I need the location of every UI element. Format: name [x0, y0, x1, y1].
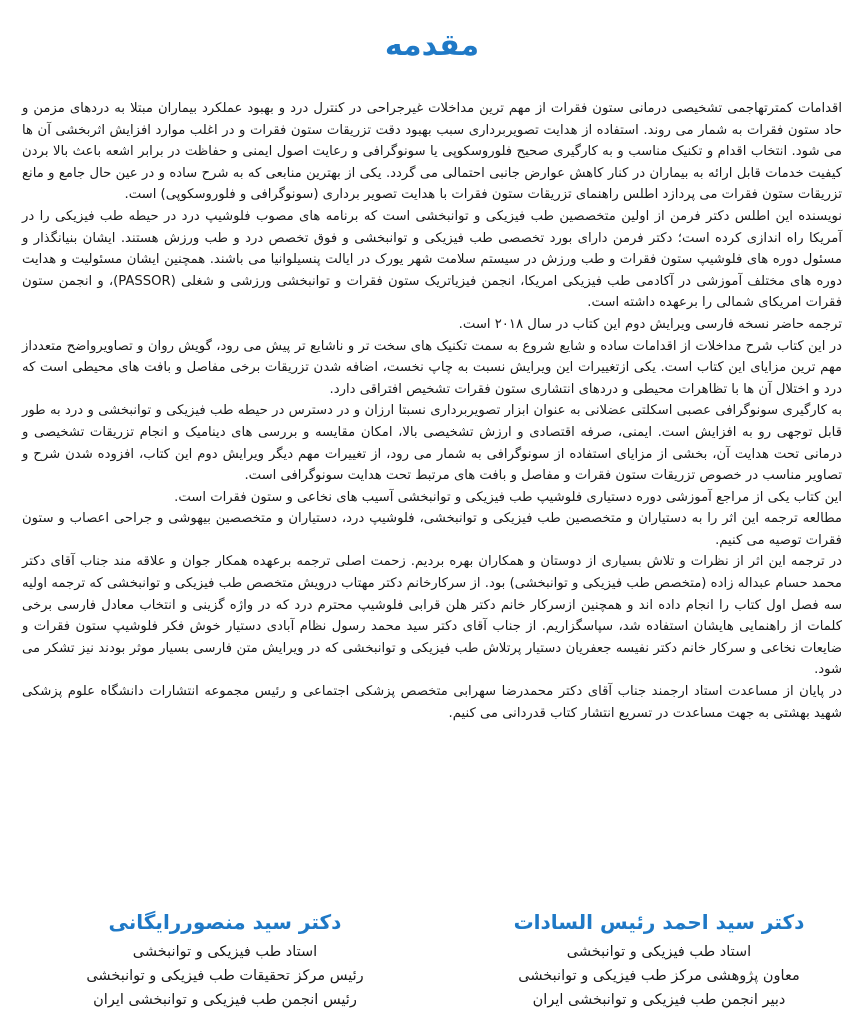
paragraph: در پایان از مساعدت استاد ارجمند جناب آقای دکتر محمدرضا سهرابی متخصص پزشکی اجتماعی و رئیس مجموعه انتشارات دانشگاه علوم پزشکی شهید بهشتی به جهت مساعدت در تسریع انتشار کتاب قدردانی می کنیم. — [22, 684, 842, 721]
paragraph: این کتاب یکی از مراجع آموزشی دوره دستیاری فلوشیپ طب فیزیکی و توانبخشی آسیب های نخاعی و ستون فقرات است. — [174, 489, 842, 505]
paragraph: اقدامات کمترتهاجمی تشخیصی درمانی ستون فقرات از مهم ترین مداخلات غیرجراحی در کنترل درد و بهبود عملکرد بیماران مبتلا به دردهای مزمن و حاد ستون فقرات به شمار می روند. استفاده از هدایت تصویربرداری سبب بهبود دقت تزریقات ستون فقرات و در اغلب موارد افزایش اثربخشی آن ها می شود. انتخاب اقدام و تکنیک مناسب و به کارگیری صحیح فلوروسکوپی یا سونوگرافی و رعایت اصول ایمنی و حفاظت در برابر اشعه باعث بالا بردن کیفیت خدمات قابل ارائه به بیماران در کنار کاهش عوارض جانبی احتمالی می گردد. یکی از بهترین منابعی که به شرح ساده و در عین حال جامع و مانع تزریقات ستون فقرات می پردازد اطلس راهنمای تزریقات ستون فقرات با هدایت تصویر برداری (سونوگرافی و فلوروسکوپی) است. — [22, 101, 842, 203]
paragraph: به کارگیری سونوگرافی عصبی اسکلتی عضلانی به عنوان ابزار تصویربرداری نسبتا ارزان و در دسترس در حیطه طب فیزیکی و توانبخشی و درد به طور قابل توجهی رو به افزایش است. ایمنی، صرفه اقتصادی و ارزش تشخیصی بالا، امکان مقایسه و بررسی های دینامیک و انجام تزریقات تشخیصی و درمانی تحت هدایت آن، بخشی از مزایای استفاده از سونوگرافی به شمار می رود، از تغییرات مهم دیگر ویرایش دوم این کتاب، افزوده شدن شرح و تصاویر مناسب در خصوص تزریقات ستون فقرات و مفاصل و بافت های مرتبط تحت هدایت سونوگرافی است. — [22, 403, 842, 484]
paragraph: مطالعه ترجمه این اثر را به دستیاران و متخصصین طب فیزیکی و توانبخشی، فلوشیپ درد، دستیاران و متخصصین بیهوشی و جراحی اعصاب و ستون فقرات توصیه می کنیم. — [22, 511, 842, 548]
signature-title: استاد طب فیزیکی و توانبخشی — [566, 944, 752, 960]
preface-body — [22, 98, 842, 724]
signature-title: معاون پژوهشی مرکز طب فیزیکی و توانبخشی — [518, 968, 800, 984]
signature-name: دکتر سید منصوررایگانی — [108, 910, 342, 934]
page-title: مقدمه — [384, 28, 480, 63]
signature-title: رئیس مرکز تحقیقات طب فیزیکی و توانبخشی — [86, 968, 364, 984]
signature-title: رئیس انجمن طب فیزیکی و توانبخشی ایران — [93, 992, 357, 1008]
signature-name: دکتر سید احمد رئیس السادات — [513, 910, 805, 934]
paragraph: در این کتاب شرح مداخلات از اقدامات ساده و شایع شروع به سمت تکنیک های سخت تر و ناشایع تر پیش می رود، گویش روان و تصاویرواضح متعدداز مهم ترین مزایای این کتاب است. یکی ازتغییرات این ویرایش نسبت به چاپ نخست، اضافه شدن تزریقات برخی مفاصل و بافت های محیطی است که درد و اختلال آن ها با تظاهرات محیطی و دردهای انتشاری ستون فقرات تشخیص افتراقی دارد. — [22, 338, 842, 397]
paragraph: در ترجمه این اثر از نظرات و تلاش بسیاری از دوستان و همکاران بهره بردیم. زحمت اصلی ترجمه برعهده همکار جوان و علاقه مند جناب آقای دکتر محمد حسام عبداله زاده (متخصص طب فیزیکی و توانبخشی) بود. از سرکارخانم دکتر مهتاب درویش متخصص طب فیزیکی و توانبخشی که ترجمه اولیه سه فصل اول کتاب را انجام داده اند و همچنین ازسرکار خانم دکتر هلن قرابی فلوشیپ محترم درد که در واژه گزینی و انتخاب معادل فارسی برخی کلمات از راهنمایی هایشان استفاده شد، سپاسگزاریم. از جناب آقای دکتر سید محمد رسول نظام آبادی دستیار خوش فکر فلوشیپ ستون فقرات و ضایعات نخاعی و سرکار خانم دکتر نفیسه جعفریان دستیار پرتلاش طب فیزیکی و توانبخشی که در ویرایش متن فارسی بسیار موثر بودند نیز تشکر می شود. — [22, 554, 842, 678]
paragraph: نویسنده این اطلس دکتر فرمن از اولین متخصصین طب فیزیکی و توانبخشی است که برنامه های مصوب فلوشیپ درد در حیطه طب فیزیکی را در آمریکا راه اندازی کرده است؛ دکتر فرمن دارای بورد تخصصی طب فیزیکی و توانبخشی و فوق تخصص درد و طب ورزش هستند. ایشان بنیانگذار و مسئول دوره های فلوشیپ ستون فقرات و طب ورزش در سیستم سلامت شهر یورک در ایالت پنسیلوانیا می باشند. همچنین ایشان مسئولیت و هدایت دوره های مختلف آموزشی در آکادمی طب فیزیکی امریکا، انجمن فیزیاتریک ستون فقرات و توانبخشی ورزشی و شغلی (PASSOR)، و انجمن ستون فقرات امریکای شمالی را برعهده داشته است. — [22, 208, 842, 311]
signature-right — [494, 908, 824, 1012]
signature-title: استاد طب فیزیکی و توانبخشی — [132, 944, 318, 960]
paragraph: ترجمه حاضر نسخه فارسی ویرایش دوم این کتاب در سال ۲۰۱۸ است. — [458, 316, 842, 332]
signature-left — [60, 908, 390, 1012]
signature-title: دبیر انجمن طب فیزیکی و توانبخشی ایران — [532, 992, 786, 1008]
